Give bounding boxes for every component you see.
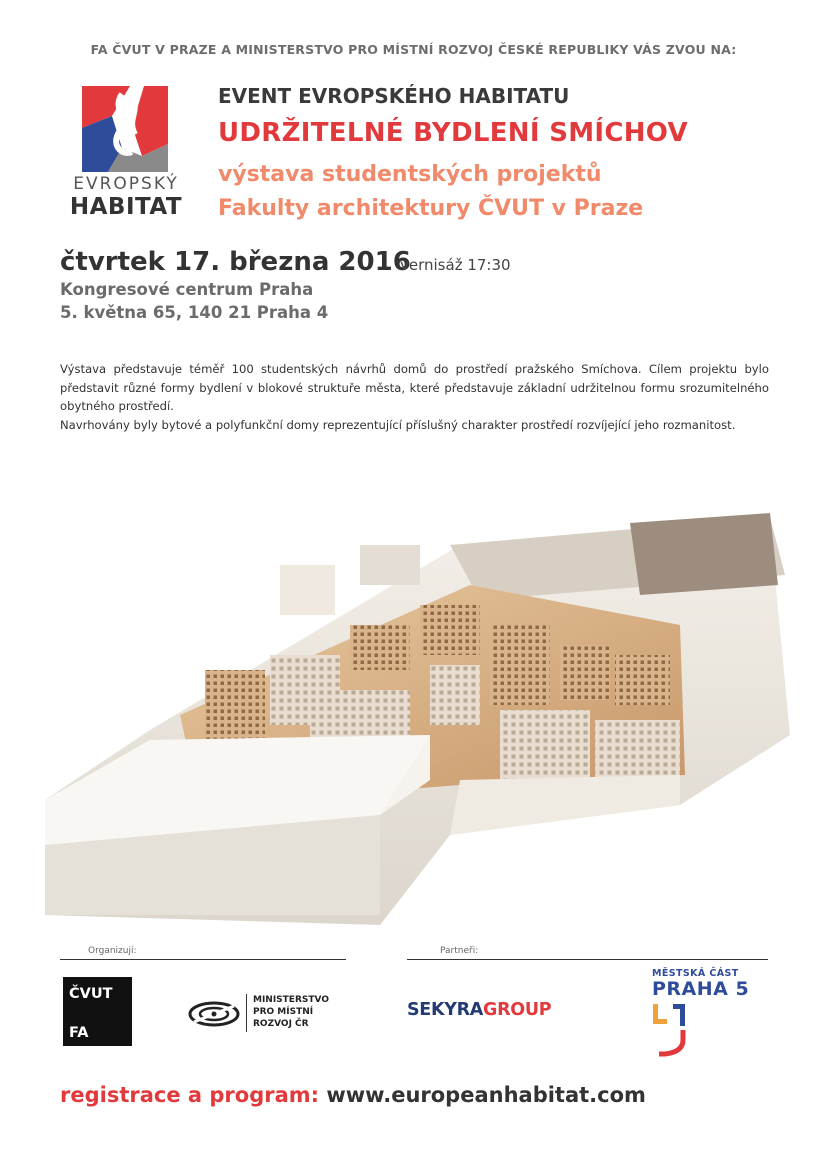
organizers-divider bbox=[60, 959, 346, 960]
venue-name: Kongresové centrum Praha bbox=[60, 280, 314, 299]
registration-label: registrace a program: bbox=[60, 1083, 320, 1107]
event-subtitle: EVENT EVROPSKÉHO HABITATU bbox=[218, 84, 570, 108]
mmr-line-2: PRO MÍSTNÍ bbox=[253, 1007, 314, 1017]
invitation-line: FA ČVUT V PRAZE A MINISTERSTVO PRO MÍSTNÍ ROZVOJ ČESKÉ REPUBLIKY VÁS ZVOU NA: bbox=[90, 42, 737, 57]
cvut-logo-line-1: ČVUT bbox=[69, 986, 113, 1002]
architecture-model-photo bbox=[30, 505, 800, 925]
partners-label: Partneři: bbox=[440, 946, 479, 956]
logo-word-evropsky: EVROPSKÝ bbox=[73, 174, 179, 194]
mmr-line-3: ROZVOJ ČR bbox=[253, 1019, 309, 1029]
registration-url[interactable]: www.europeanhabitat.com bbox=[326, 1083, 646, 1107]
cvut-logo-line-2: FA bbox=[69, 1025, 89, 1041]
event-date: čtvrtek 17. března 2016 bbox=[60, 247, 411, 277]
mmr-logo-text bbox=[253, 994, 329, 1030]
european-habitat-logo-icon bbox=[82, 86, 168, 172]
description bbox=[60, 360, 769, 434]
group-word: GROUP bbox=[483, 1000, 552, 1020]
sekyra-word: SEKYRA bbox=[407, 1000, 484, 1020]
praha5-name: PRAHA 5 bbox=[652, 978, 750, 1000]
mmr-separator bbox=[246, 994, 247, 1032]
logo-word-habitat: HABITAT bbox=[69, 194, 183, 220]
venue bbox=[60, 278, 328, 324]
praha5-mark-icon bbox=[651, 1000, 691, 1058]
footer-registration bbox=[60, 1083, 646, 1107]
event-title: UDRŽITELNÉ BYDLENÍ SMÍCHOV bbox=[218, 118, 688, 148]
venue-address: 5. května 65, 140 21 Praha 4 bbox=[60, 303, 329, 322]
mmr-emblem-icon bbox=[188, 998, 240, 1030]
praha5-label: MĚSTSKÁ ČÁST bbox=[652, 968, 739, 979]
mmr-line-1: MINISTERSTVO bbox=[253, 995, 329, 1005]
cvut-fa-logo bbox=[63, 977, 132, 1046]
description-paragraph-1: Výstava představuje téměř 100 studentských návrhů domů do prostředí pražského Smíchova. Cílem projektu bylo představit různé formy bydlení v blokové struktuře města, které představuje základní udržitelnou formu srozumitelného obytného prostředí. bbox=[60, 362, 769, 414]
exhibition-line-2: Fakulty architektury ČVUT v Praze bbox=[218, 196, 644, 221]
vernisaz-time: vernisáž 17:30 bbox=[400, 256, 511, 274]
exhibition-line-1: výstava studentských projektů bbox=[218, 162, 602, 187]
organizers-label: Organizují: bbox=[88, 946, 137, 956]
sekyra-group-logo bbox=[407, 1000, 551, 1020]
description-paragraph-2: Navrhovány byly bytové a polyfunkční domy reprezentující příslušný charakter prostředí rozvíjející jeho rozmanitost. bbox=[60, 417, 736, 432]
partners-divider bbox=[407, 959, 768, 960]
